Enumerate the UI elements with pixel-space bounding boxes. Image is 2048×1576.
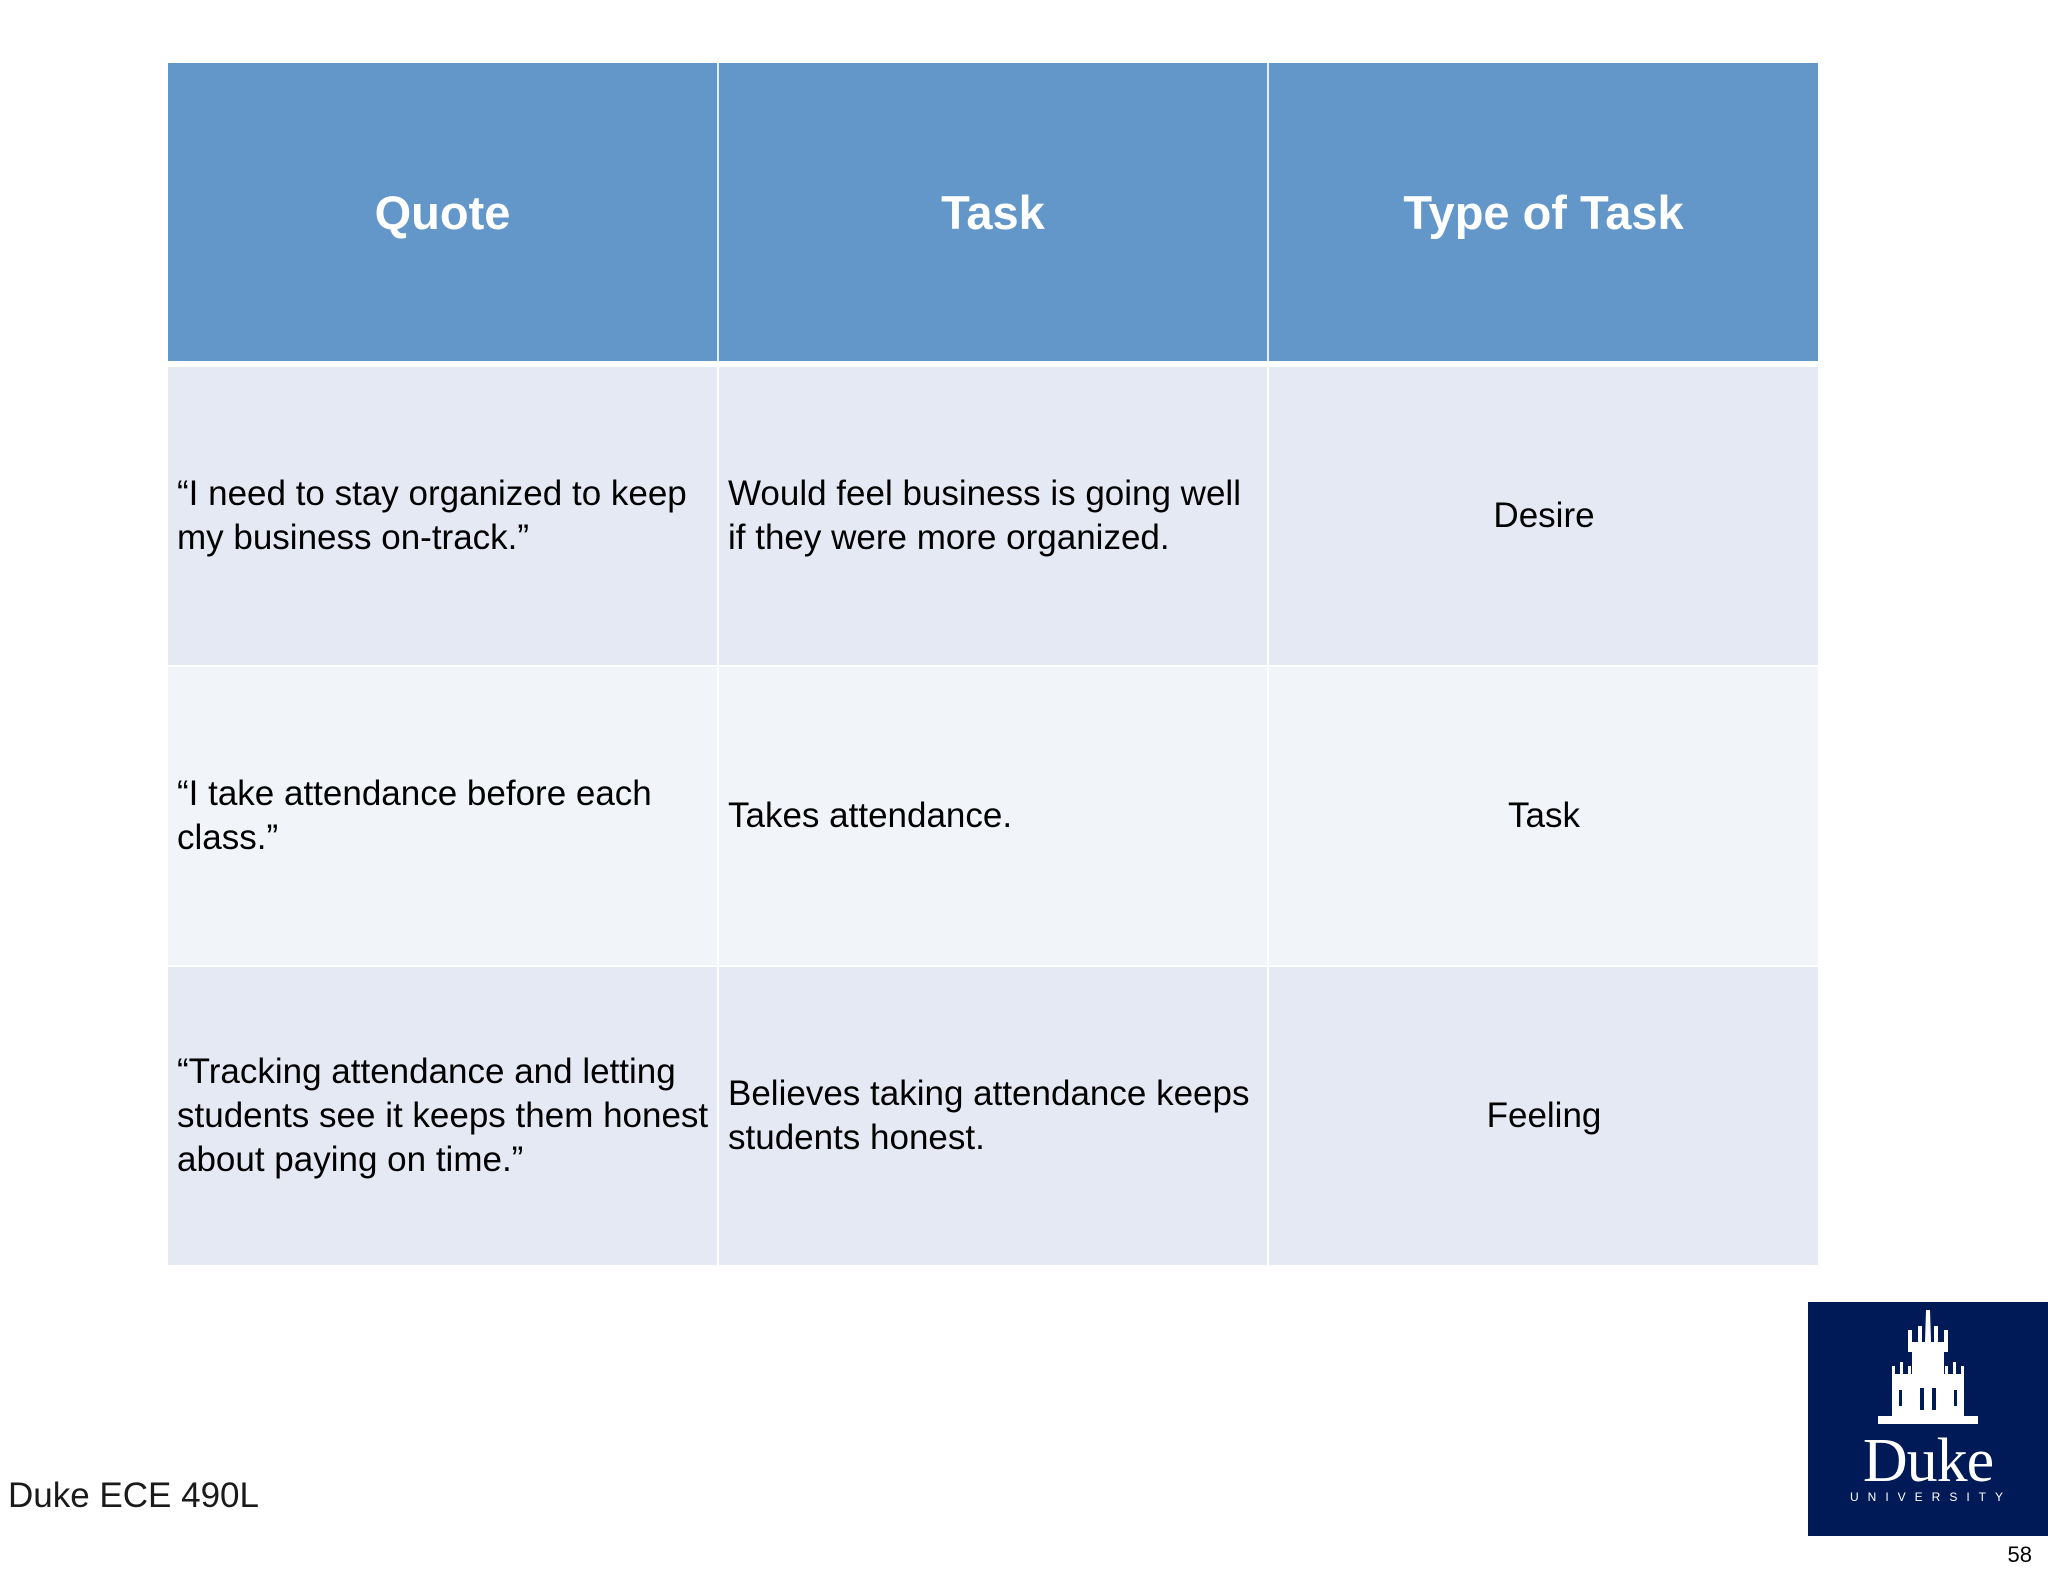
task-cell: Believes taking attendance keeps students honest. xyxy=(718,966,1268,1266)
quote-cell: “I take attendance before each class.” xyxy=(168,666,718,966)
header-quote: Quote xyxy=(168,63,718,364)
page-number: 58 xyxy=(2007,1542,2032,1567)
task-cell: Would feel business is going well if they were more organized. xyxy=(718,364,1268,666)
duke-university-logo xyxy=(1808,1302,2048,1536)
task-analysis-table xyxy=(168,63,1818,1267)
table-row xyxy=(168,364,1818,666)
course-footer: Duke ECE 490L xyxy=(8,1476,259,1515)
quote-cell: “I need to stay organized to keep my business on-track.” xyxy=(168,364,718,666)
duke-chapel-icon xyxy=(1808,1302,2048,1432)
table-row xyxy=(168,966,1818,1266)
task-cell: Takes attendance. xyxy=(718,666,1268,966)
quote-cell: “Tracking attendance and letting students see it keeps them honest about paying on time.” xyxy=(168,966,718,1266)
header-type-of-task: Type of Task xyxy=(1268,63,1818,364)
table-header-row xyxy=(168,63,1818,364)
type-cell: Feeling xyxy=(1268,966,1818,1266)
header-task: Task xyxy=(718,63,1268,364)
type-cell: Task xyxy=(1268,666,1818,966)
logo-subtitle: UNIVERSITY xyxy=(1849,1490,2012,1504)
logo-wordmark: Duke xyxy=(1862,1427,1994,1495)
type-cell: Desire xyxy=(1268,364,1818,666)
table-row xyxy=(168,666,1818,966)
